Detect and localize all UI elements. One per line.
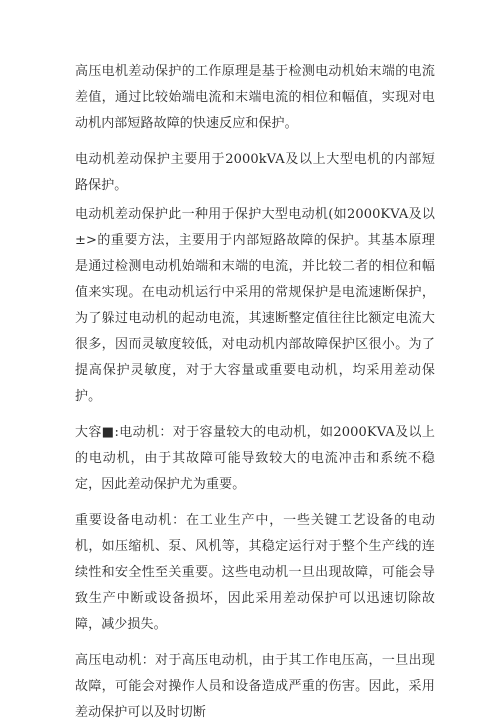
document-body (75, 59, 435, 726)
paragraph-large-capacity: 大容■:电动机：对于容量较大的电动机，如2000KVA及以上的电动机，由于其故障可能导致较大的电流冲击和系统不稳定，因此差动保护尤为重要。 (75, 425, 435, 492)
paragraph-high-voltage: 高压电动机：对于高压电动机，由于其工作电压高，一旦出现故障，可能会对操作人员和设备造成严重的伤害。因此，采用差动保护可以及时切断 (75, 653, 435, 720)
paragraph-important-equipment: 重要设备电动机：在工业生产中，一些关键工艺设备的电动机，如压缩机、泵、风机等，其稳定运行对于整个生产线的连续性和安全性至关重要。这些电动机一旦出现故障，可能会导致生产中断或设备损坏，因此采用差动保护可以迅速切除故障，减少损失。 (75, 513, 435, 632)
paragraph-method: 电动机差动保护此一种用于保护大型电动机(如2000KVA及以±>的重要方法，主要用于内部短路故障的保护。其基本原理是通过检测电动机始端和末端的电流，并比较二者的相位和幅值来实现。在电动机运行中采用的常规保护是电流速断保护，为了躲过电动机的起动电流，其速断整定值往往比额定电流大很多，因而灵敏度较低，对电动机内部故障保护区很小。为了提高保护灵敏度，对于大容量或重要电动机，均采用差动保护。 (75, 207, 435, 404)
paragraph-scope: 电动机差动保护主要用于2000kVA及以上大型电机的内部短路保护。 (75, 152, 435, 193)
paragraph-principle: 高压电机差动保护的工作原理是基于检测电动机始末端的电流差值，通过比较始端电流和末端电流的相位和幅值，实现对电动机内部短路故障的快速反应和保护。 (75, 64, 435, 131)
